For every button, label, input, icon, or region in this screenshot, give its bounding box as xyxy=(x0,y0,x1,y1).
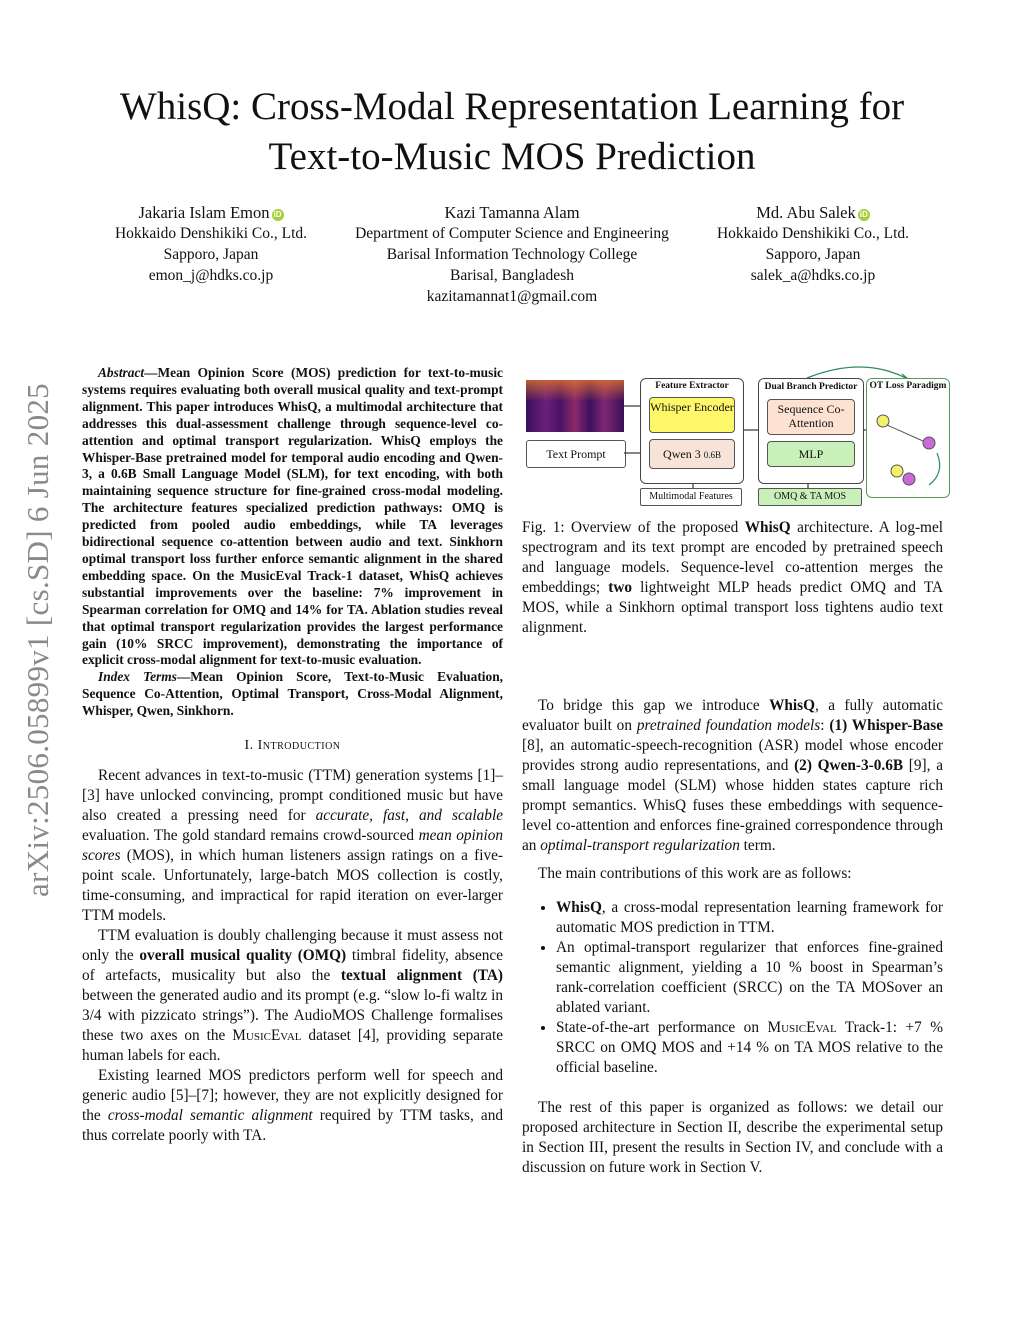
right-paragraph-3: The rest of this paper is organized as follows: we detail our proposed architecture in Section II, describe the experimental setup in Section III, present the results in Section IV, and conclude with a discussion on future work in Section V. xyxy=(522,1099,943,1176)
author-affiliation: Hokkaido Denshikiki Co., Ltd. xyxy=(114,225,308,242)
list-item: • WhisQ, a cross-modal representation learning framework for automatic MOS prediction in TTM. xyxy=(556,898,943,938)
orcid-icon[interactable]: iD xyxy=(273,210,282,219)
left-column xyxy=(82,365,503,1146)
ot-loss-box xyxy=(866,378,950,498)
architecture-figure xyxy=(522,360,952,510)
author-block-3 xyxy=(698,202,928,286)
arxiv-stamp: arXiv:2506.05899v1 [cs.SD] 6 Jun 2025 xyxy=(20,383,55,897)
list-item: • An optimal-transport regularizer that enforces fine-grained semantic alignment, yielding a 10 % boost in Spearman’s rank-correlation coefficient (SRCC) on the TA MOSover an ablated variant. xyxy=(556,938,943,1018)
index-terms-text: —Mean Opinion Score, Text-to-Music Evaluation, Sequence Co-Attention, Optimal Transport, Cross-Modal Alignment, Whisper, Qwen, Sinkhorn. xyxy=(82,669,503,719)
author-location: Barisal, Bangladesh xyxy=(450,267,574,284)
title-line-2: Text-to-Music MOS Prediction xyxy=(268,135,756,178)
author-name: Md. Abu Salek xyxy=(756,203,856,222)
omq-ta-output-box: OMQ & TA MOS xyxy=(758,488,862,506)
orcid-icon[interactable]: iD xyxy=(859,210,868,219)
abstract-text: —Mean Opinion Score (MOS) prediction for text-to-music systems requires evaluating both overall musical quality and text-prompt alignment. This paper introduces WhisQ, a multimodal architecture that addresses this dual-assessment challenge through sequence-level co-attention and optimal transport regularization. WhisQ employs the Whisper-Base pretrained model for temporal audio encoding and Qwen-3, a 0.6B Small Language Model (SLM), for text encoding, with both maintaining sequence structure for fine-grained cross-modal modeling. The architecture features specialized prediction pathways: OMQ is predicted from pooled audio embeddings, while TA leverages bidirectional sequence co-attention between audio and text. Sinkhorn optimal transport loss further enforce semantic alignment in the shared embedding space. On the MusicEval Track-1 dataset, WhisQ achieves substantial improvements over the baseline: 7% improvement in Spearman correlation for OMQ and 14% for TA. Ablation studies reveal that optimal transport regularization provides the largest performance gain (10% SRCC improvement), demonstrating the importance of explicit cross-modal alignment for text-to-music evaluation. xyxy=(82,365,503,668)
author-block-1 xyxy=(96,202,326,286)
author-email: emon_j@hdks.co.jp xyxy=(148,267,274,284)
author-affiliation: Barisal Information Technology College xyxy=(386,246,638,263)
author-name: Kazi Tamanna Alam xyxy=(444,203,580,222)
intro-paragraph-2: TTM evaluation is doubly challenging because it must assess not only the overall musical quality (OMQ) timbral fidelity, absence of artefacts, musicality but also the textual alignment (TA) between the generated audio and its prompt (e.g. “slow lo-fi waltz in 3/4 with pizzicato strings”). The AudioMOS Challenge formalises these two axes on the MusicEval dataset [4], providing separate human labels for each. xyxy=(82,927,503,1065)
author-name: Jakaria Islam Emon xyxy=(138,203,270,222)
abstract-lead: Abstract xyxy=(98,365,145,380)
right-column xyxy=(522,518,943,1178)
author-location: Sapporo, Japan xyxy=(765,246,861,263)
author-block-2 xyxy=(332,202,692,307)
ot-loss-title: OT Loss Paradigm xyxy=(869,381,947,391)
abstract xyxy=(82,365,503,720)
qwen-box: Qwen 3 0.6B xyxy=(649,439,735,469)
intro-paragraph-1: Recent advances in text-to-music (TTM) generation systems [1]–[3] have unlocked convincing, prompt conditioned music but have also created a pressing need for accurate, fast, and scalable evaluation. The gold standard remains crowd-sourced mean opinion scores (MOS), in which human listeners assign ratings on a five-point scale. Unfortunately, large-batch MOS collection is costly, time-consuming, and impractical for rapid iteration on ever-larger TTM models. xyxy=(82,767,503,925)
author-email: kazitamannat1@gmail.com xyxy=(426,288,598,305)
ot-loss-diagram xyxy=(867,403,949,493)
author-location: Sapporo, Japan xyxy=(163,246,259,263)
dual-branch-title: Dual Branch Predictor xyxy=(764,382,858,392)
feature-extractor-title: Feature Extractor xyxy=(655,381,729,391)
figure-caption: Fig. 1: Overview of the proposed WhisQ architecture. A log-mel spectrogram and its text prompt are encoded by pretrained speech and language models. Sequence-level co-attention merges the embeddings; two lightweight MLP heads predict OMQ and TA MOS, while a Sinkhorn optimal transport loss tightens audio text alignment. xyxy=(522,519,943,636)
author-email: salek_a@hdks.co.jp xyxy=(750,267,876,284)
mlp-box: MLP xyxy=(767,441,855,467)
right-paragraph-2: The main contributions of this work are as follows: xyxy=(538,865,852,882)
sequence-coattention-box: Sequence Co-Attention xyxy=(767,399,855,435)
author-department: Department of Computer Science and Engineering xyxy=(355,225,669,242)
intro-paragraph-3: Existing learned MOS predictors perform well for speech and generic audio [5]–[7]; however, they are not explicitly designed for the cross-modal semantic alignment required by TTM tasks, and thus correlate poorly with TA. xyxy=(82,1067,503,1145)
author-affiliation: Hokkaido Denshikiki Co., Ltd. xyxy=(716,225,910,242)
paper-title xyxy=(60,82,964,182)
text-prompt-box: Text Prompt xyxy=(526,440,626,468)
multimodal-features-box: Multimodal Features xyxy=(640,488,742,506)
contributions-list xyxy=(522,898,943,1078)
list-item: • State-of-the-art performance on MusicEval Track-1: +7 % SRCC on OMQ MOS and +14 % on TA MOS relative to the official baseline. xyxy=(556,1018,943,1078)
section-heading-introduction: I. Introduction xyxy=(244,738,341,754)
feature-extractor-box xyxy=(640,378,744,484)
right-paragraph-1: To bridge this gap we introduce WhisQ, a fully automatic evaluator built on pretrained foundation models: (1) Whisper-Base [8], an automatic-speech-recognition (ASR) model whose encoder provides strong audio representations, and (2) Qwen-3-0.6B [9], a small language model (SLM) whose hidden states capture rich prompt semantics. WhisQ fuses these embeddings with sequence-level co-attention and enforces fine-grained correspondence through an optimal-transport regularization term. xyxy=(522,697,943,854)
whisper-encoder-box: Whisper Encoder xyxy=(649,397,735,433)
index-terms-lead: Index Terms xyxy=(98,669,177,685)
title-line-1: WhisQ: Cross-Modal Representation Learning for xyxy=(119,85,905,128)
dual-branch-predictor-box xyxy=(758,378,864,484)
